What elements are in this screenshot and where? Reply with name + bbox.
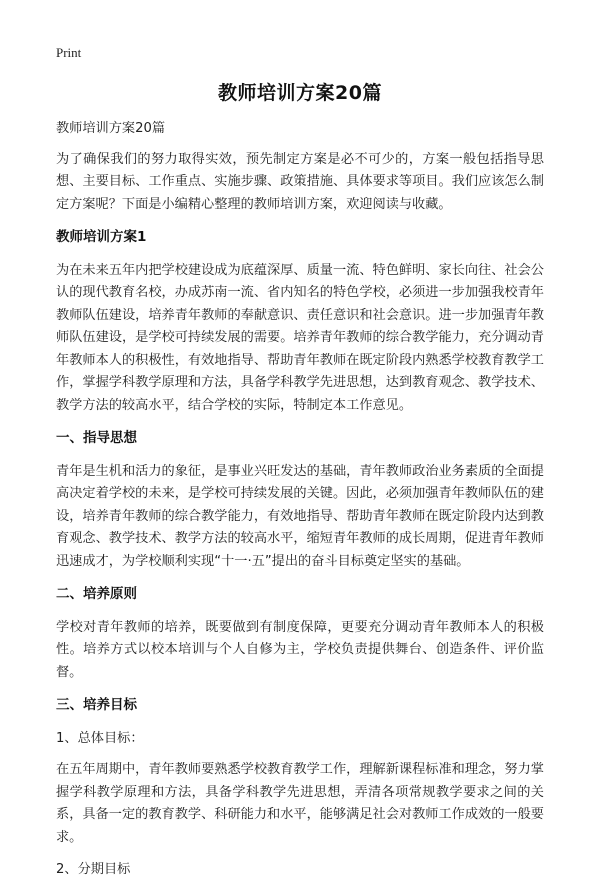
goal2-label: 2、分期目标 (56, 862, 131, 877)
document-subtitle: 教师培训方案20篇 (56, 121, 166, 136)
document-content (56, 118, 544, 892)
principles-paragraph: 学校对青年教师的培养，既要做到有制度保障，更要充分调动青年教师本人的积极性。培养方式以校本培训与个人自修为主，学校负责提供舞台、创造条件、评价监督。 (56, 619, 544, 680)
print-link[interactable]: Print (56, 45, 82, 60)
heading-goals: 三、培养目标 (56, 697, 137, 713)
intro-paragraph: 为了确保我们的努力取得实效，预先制定方案是必不可少的，方案一般包括指导思想、主要目标、工作重点、实施步骤、政策措施、具体要求等项目。我们应该怎么制定方案呢？下面是小编精心整理的教师培训方案，欢迎阅读与收藏。 (56, 151, 544, 212)
goal1-label: 1、总体目标： (56, 730, 144, 746)
page-title: 教师培训方案20篇 (218, 82, 382, 104)
heading-principles: 二、培养原则 (56, 586, 137, 602)
section1-paragraph: 为在未来五年内把学校建设成为底蕴深厚、质量一流、特色鲜明、家长向往、社会公认的现代教育名校，办成苏南一流、省内知名的特色学校，必须进一步加强我校青年教师队伍建设，培养青年教师的奉献意识、责任意识和社会意识。进一步加强青年教师队伍建设，是学校可持续发展的需要。培养青年教师的综合教学能力，充分调动青年教师本人的积极性，有效地指导、帮助青年教师在既定阶段内熟悉学校教育教学工作，掌握学科教学原理和方法，具备学科教学先进思想，达到教育观念、教学技术、教学方法的较高水平，结合学校的实际，特制定本工作意见。 (56, 262, 544, 413)
section1-heading: 教师培训方案1 (56, 229, 147, 245)
goal1-paragraph: 在五年周期中，青年教师要熟悉学校教育教学工作，理解新课程标准和理念，努力掌握学科教学原理和方法，具备学科教学先进思想，弄清各项常规教学要求之间的关系，具备一定的教育教学、科研能力和水平，能够满足社会对教师工作成效的一般要求。 (56, 762, 544, 845)
heading-guiding-thought: 一、指导思想 (56, 430, 137, 446)
guiding-thought-paragraph: 青年是生机和活力的象征，是事业兴旺发达的基础，青年教师政治业务素质的全面提高决定着学校的未来，是学校可持续发展的关键。因此，必须加强青年教师队伍的建设，培养青年教师的综合教学能力，有效地指导、帮助青年教师在既定阶段内达到教育观念、教学技术、教学方法的较高水平，缩短青年教师的成长周期，促进青年教师迅速成才，为学校顺利实现“十一·五”提出的奋斗目标奠定坚实的基础。 (56, 463, 544, 569)
